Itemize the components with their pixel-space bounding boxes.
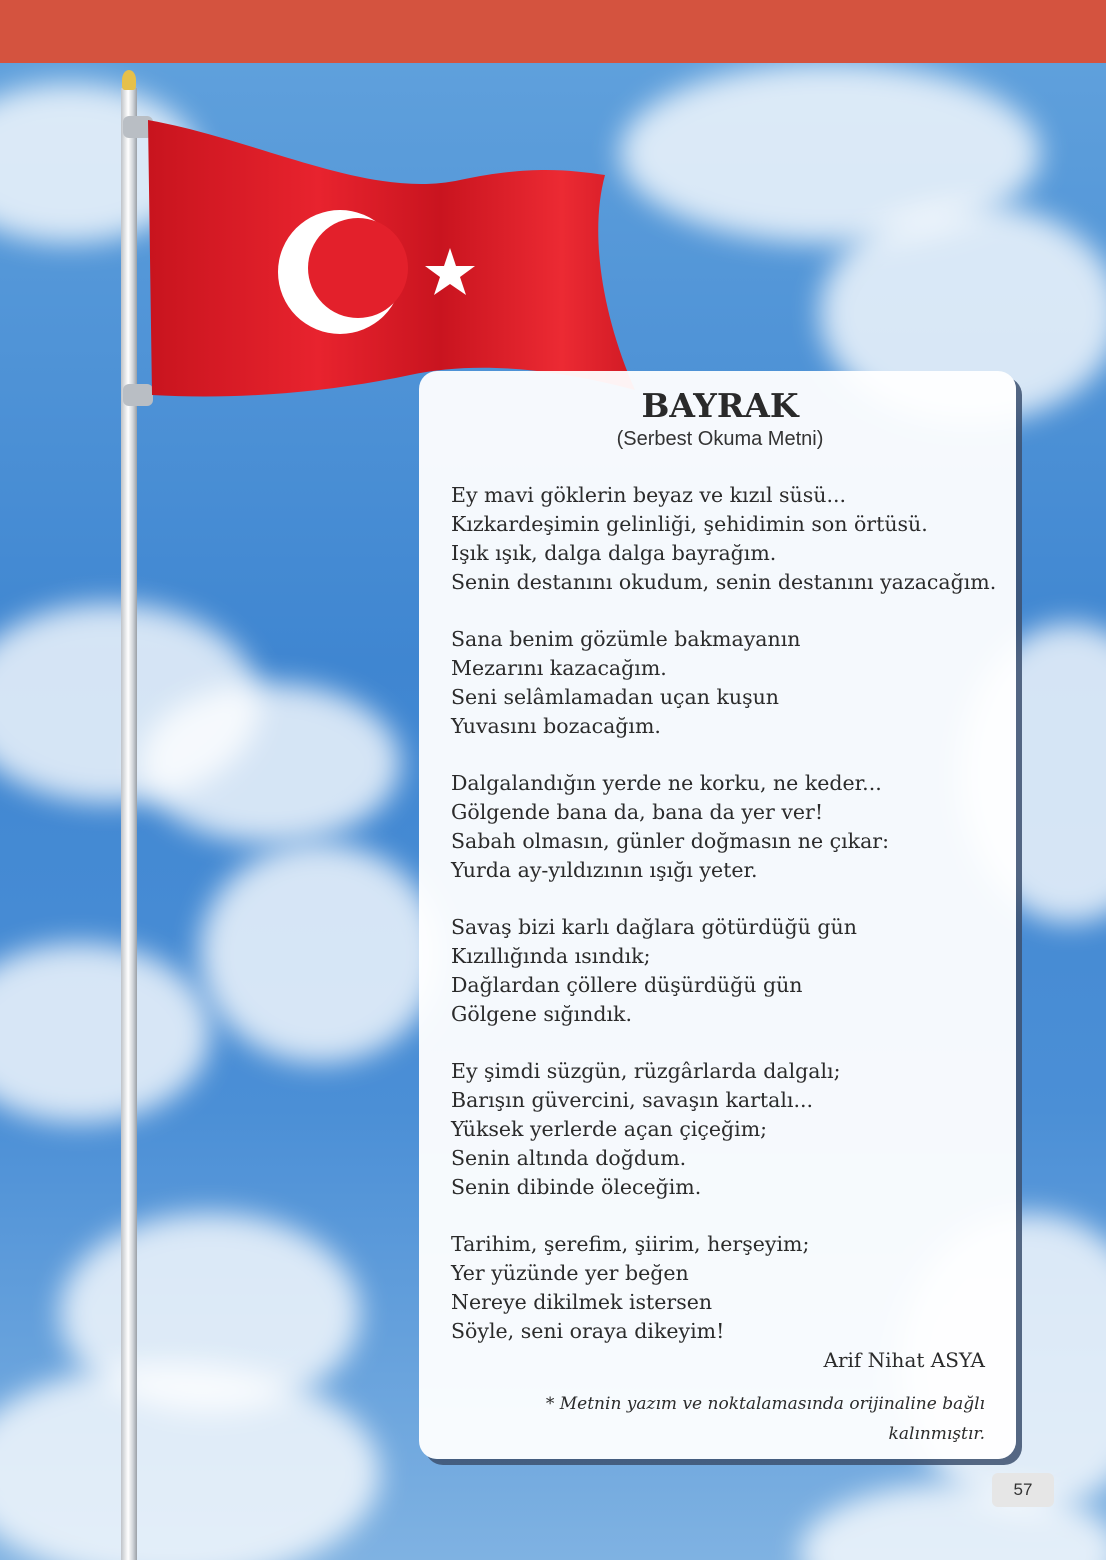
poem-line: Sana benim gözümle bakmayanın <box>451 627 801 651</box>
poem-line: Işık ışık, dalga dalga bayrağım. <box>451 541 777 565</box>
poem-stanza <box>451 769 1006 885</box>
poem-line: Seni selâmlamadan uçan kuşun <box>451 685 779 709</box>
poem-line: Barışın güvercini, savaşın kartalı... <box>451 1088 814 1112</box>
poem-body <box>451 481 1006 1374</box>
poem-note-line1: * Metnin yazım ve noktalamasında orijinaline bağlı <box>545 1394 985 1414</box>
poem-stanza <box>451 1230 1006 1346</box>
poem-line: Dalgalandığın yerde ne korku, ne keder... <box>451 771 882 795</box>
poem-line: Senin dibinde öleceğim. <box>451 1175 702 1199</box>
flag-crescent-inner <box>308 218 408 318</box>
poem-line: Senin destanını okudum, senin destanını yazacağım. <box>451 570 997 594</box>
poem-line: Yüksek yerlerde açan çiçeğim; <box>451 1117 768 1141</box>
poem-line: Gölgene sığındık. <box>451 1002 632 1026</box>
poem-line: Yurda ay-yıldızının ışığı yeter. <box>451 858 758 882</box>
turkish-flag <box>140 110 640 410</box>
poem-line: Sabah olmasın, günler doğmasın ne çıkar: <box>451 829 890 853</box>
page-number: 57 <box>992 1473 1054 1507</box>
poem-line: Kızkardeşimin gelinliği, şehidimin son örtüsü. <box>451 512 928 536</box>
poem-author: Arif Nihat ASYA <box>823 1348 985 1372</box>
poem-line: Yer yüzünde yer beğen <box>451 1261 689 1285</box>
poem-line: Söyle, seni oraya dikeyim! <box>451 1319 725 1343</box>
poem-line: Ey şimdi süzgün, rüzgârlarda dalgalı; <box>451 1059 841 1083</box>
poem-line: Nereye dikilmek istersen <box>451 1290 713 1314</box>
poem-line: Dağlardan çöllere düşürdüğü gün <box>451 973 803 997</box>
poem-line: Kızıllığında ısındık; <box>451 944 651 968</box>
poem-stanza <box>451 1057 1006 1202</box>
poem-line: Tarihim, şerefim, şiirim, herşeyim; <box>451 1232 810 1256</box>
poem-line: Senin altında doğdum. <box>451 1146 687 1170</box>
poem-note <box>500 1389 985 1449</box>
poem-line: Savaş bizi karlı dağlara götürdüğü gün <box>451 915 857 939</box>
poem-line: Yuvasını bozacağım. <box>451 714 661 738</box>
flagpole <box>121 88 137 1560</box>
poem-stanza <box>451 913 1006 1029</box>
poem-subtitle: (Serbest Okuma Metni) <box>616 428 824 450</box>
top-header-bar <box>0 0 1106 63</box>
poem-line: Gölgende bana da, bana da yer ver! <box>451 800 824 824</box>
flagpole-finial <box>122 70 136 90</box>
poem-stanza <box>451 481 1006 597</box>
poem-line: Ey mavi göklerin beyaz ve kızıl süsü... <box>451 483 847 507</box>
poem-line: Mezarını kazacağım. <box>451 656 667 680</box>
poem-note-line2: kalınmıştır. <box>888 1424 985 1444</box>
poem-stanza <box>451 625 1006 741</box>
poem-title: BAYRAK <box>641 386 799 425</box>
